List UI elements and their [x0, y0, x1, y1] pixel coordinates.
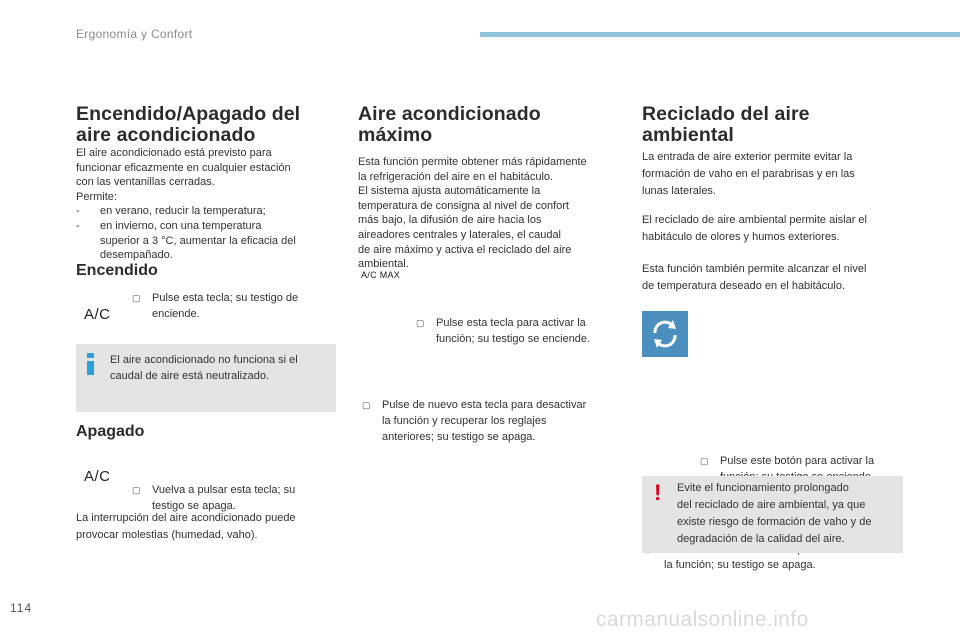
ac-key-on[interactable]: A/C	[84, 306, 111, 323]
recirc-para-3: Esta función también permite alcanzar el nivel de temperatura deseado en el habitáculo.	[642, 263, 867, 292]
column-ac-on-off	[76, 104, 338, 263]
recirculation-icon	[642, 311, 688, 357]
warning-box: ! Evite el funcionamiento prolongado del reciclado de aire ambiental, ya que existe riesgo de formación de vaho y de degradación de la calidad del aire.	[642, 476, 903, 553]
bullet-icon: ▢	[132, 293, 141, 303]
bullet-ac-max-on: ▢ Pulse esta tecla para activar la función; su testigo se enciende.	[416, 317, 591, 345]
section-title: Ergonomía y Confort	[76, 27, 193, 41]
title-recirculation: Reciclado del aire ambiental	[642, 103, 810, 146]
bullet-icon: ▢	[416, 318, 425, 328]
intro-text: El aire acondicionado está previsto para funcionar eficazmente en cualquier estación con las ventanillas cerradas. Permite:	[76, 147, 291, 203]
dash-item-summer: - en verano, reducir la temperatura;	[76, 205, 266, 218]
page-number: 114	[10, 601, 33, 615]
column-recirculation	[642, 104, 904, 295]
bullet-ac-max-off: ▢ Pulse de nuevo esta tecla para desactivar la función y recuperar los reglajes anteriores; su testigo se apaga.	[362, 399, 587, 443]
info-icon	[87, 361, 94, 375]
recirculation-button[interactable]	[642, 311, 688, 357]
heading-apagado: Apagado	[76, 423, 145, 440]
bullet-icon: ▢	[132, 485, 141, 495]
bullet-recirc-off: la función; su testigo se apaga.	[644, 541, 924, 573]
ac-max-key[interactable]: A/C MAX	[361, 270, 401, 280]
warning-icon: !	[654, 480, 662, 505]
bullet-apagado: ▢ Vuelva a pulsar esta tecla; su testigo se apaga.	[132, 484, 296, 512]
bullet-icon: ▢	[362, 400, 371, 410]
ac-interruption-note: La interrupción del aire acondicionado puede provocar molestias (humedad, vaho).	[76, 512, 296, 541]
bullet-recirc-on: ▢ Pulse este botón para activar la	[700, 455, 875, 467]
info-box: El aire acondicionado no funciona si el caudal de aire está neutralizado.	[76, 344, 336, 412]
title-ac-max: Aire acondicionado máximo	[358, 103, 541, 146]
bullet-icon: ▢	[700, 456, 709, 466]
recirc-para-2: El reciclado de aire ambiental permite aislar el habitáculo de olores y humos exteriores.	[642, 214, 867, 243]
heading-encendido: Encendido	[76, 262, 158, 279]
ac-key-off[interactable]: A/C	[84, 468, 111, 485]
watermark: carmanualsonline.info	[596, 608, 809, 631]
ac-max-description: Esta función permite obtener más rápidamente la refrigeración del aire en el habitáculo. El sistema ajusta automáticamente la temperatura de consigna al nivel de confort más bajo, la difusión de aire hacia los aireadores centrales y laterales, el caudal de aire máximo y activa el reciclado del aire ambiental.	[358, 156, 587, 271]
accent-bar	[480, 32, 960, 37]
info-icon-dot	[87, 353, 94, 358]
bullet-encendido: ▢ Pulse esta tecla; su testigo de enciende.	[132, 292, 299, 320]
dash-item-winter: - en invierno, con una temperatura superior a 3 °C, aumentar la eficacia del desempañado.	[76, 219, 296, 262]
recirc-para-1: La entrada de aire exterior permite evitar la formación de vaho en el parabrisas y en las lunas laterales.	[642, 151, 855, 197]
column-ac-max	[358, 104, 620, 272]
title-ac-on-off: Encendido/Apagado del aire acondicionado	[76, 103, 301, 146]
